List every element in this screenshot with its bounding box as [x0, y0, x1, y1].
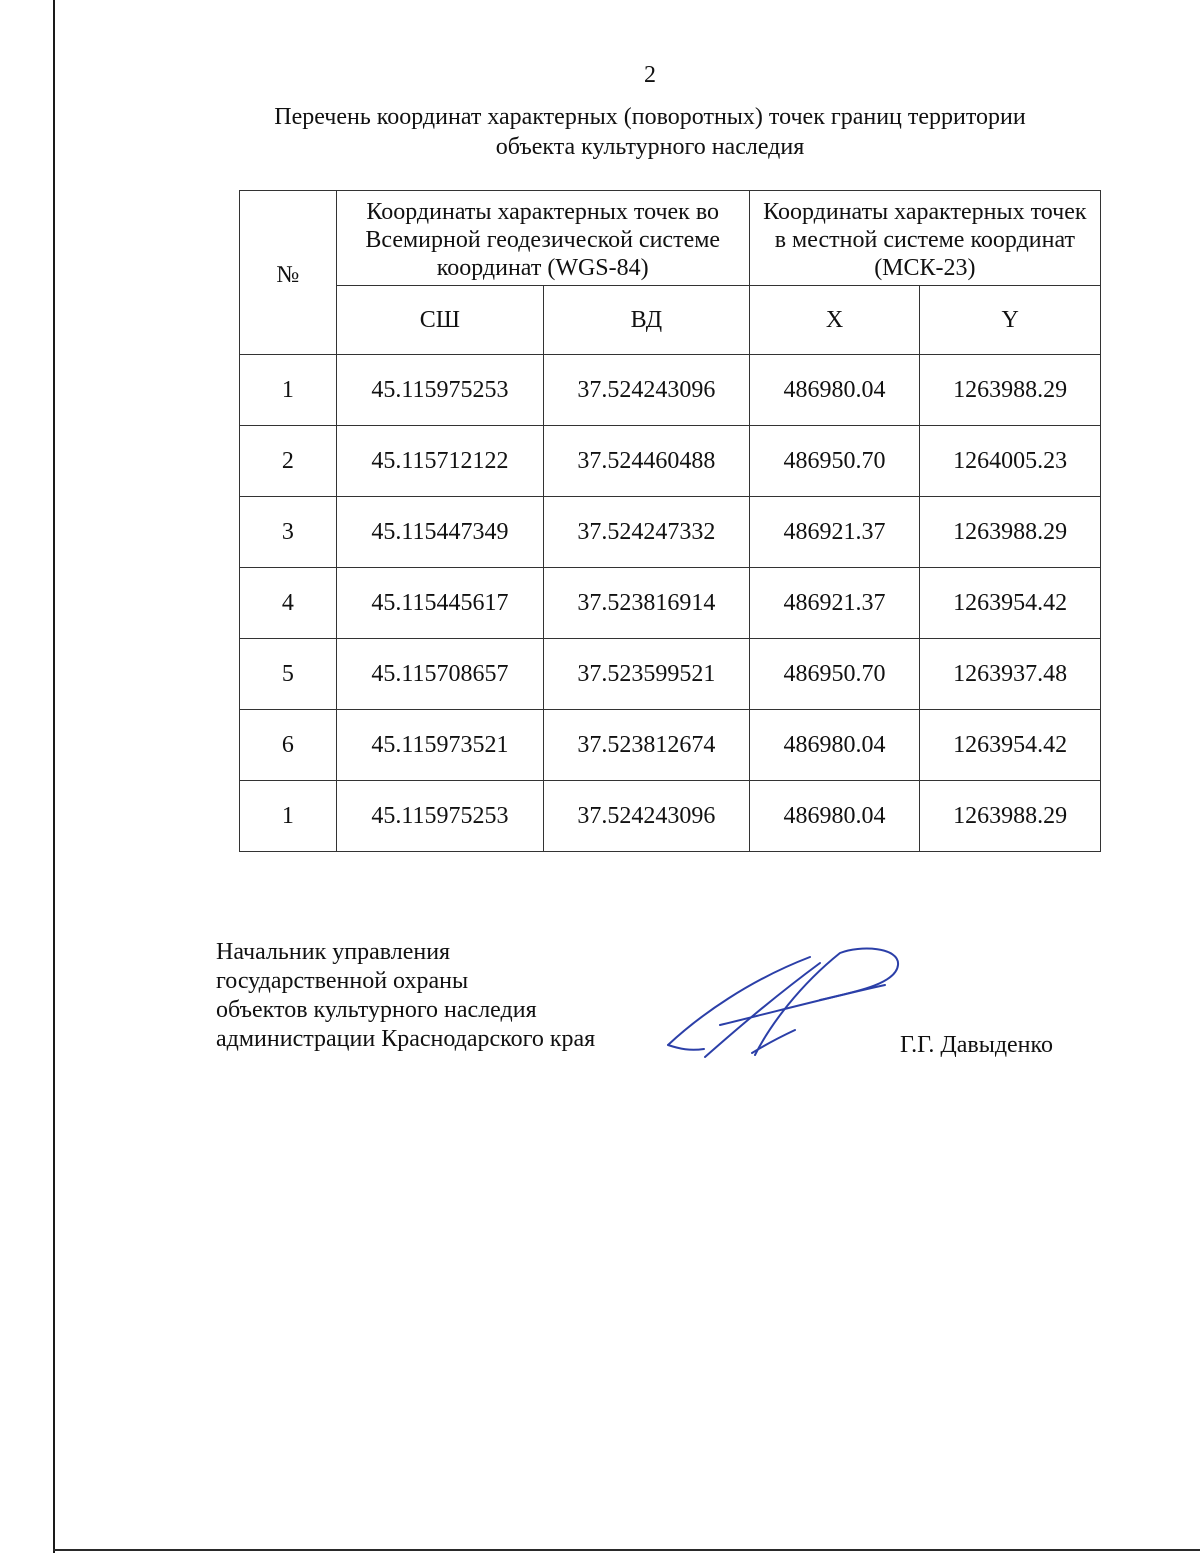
signatory-name: Г.Г. Давыденко [900, 1032, 1053, 1058]
subheader-longitude: ВД [544, 286, 750, 355]
scan-edge-bottom [53, 1549, 1200, 1551]
table-row [240, 710, 1101, 781]
table-row [240, 781, 1101, 852]
cell-number: 1 [240, 781, 337, 852]
cell-number: 6 [240, 710, 337, 781]
scan-edge-left [53, 0, 55, 1553]
header-msk23: Координаты характерных точек в местной системе координат (МСК-23) [749, 191, 1100, 286]
cell-x: 486921.37 [749, 568, 920, 639]
cell-y: 1263988.29 [920, 355, 1101, 426]
cell-number: 4 [240, 568, 337, 639]
coordinates-table [239, 190, 1101, 852]
cell-longitude: 37.523812674 [544, 710, 750, 781]
cell-latitude: 45.115712122 [336, 426, 543, 497]
cell-x: 486950.70 [749, 426, 920, 497]
header-wgs84: Координаты характерных точек во Всемирной геодезической системе координат (WGS-84) [336, 191, 749, 286]
cell-x: 486980.04 [749, 710, 920, 781]
cell-longitude: 37.524243096 [544, 355, 750, 426]
cell-y: 1263954.42 [920, 568, 1101, 639]
cell-longitude: 37.524460488 [544, 426, 750, 497]
table-row [240, 639, 1101, 710]
cell-latitude: 45.115708657 [336, 639, 543, 710]
document-title [200, 102, 1100, 162]
table-row [240, 426, 1101, 497]
cell-y: 1263988.29 [920, 497, 1101, 568]
cell-y: 1263937.48 [920, 639, 1101, 710]
table-row [240, 355, 1101, 426]
table-row [240, 497, 1101, 568]
cell-x: 486921.37 [749, 497, 920, 568]
signature-stroke [668, 1045, 704, 1050]
handwritten-signature [660, 945, 910, 1070]
signatory-position-line: государственной охраны [216, 968, 469, 994]
cell-y: 1264005.23 [920, 426, 1101, 497]
signature-stroke [668, 957, 810, 1045]
cell-latitude: 45.115447349 [336, 497, 543, 568]
cell-longitude: 37.524243096 [544, 781, 750, 852]
cell-y: 1263954.42 [920, 710, 1101, 781]
cell-x: 486950.70 [749, 639, 920, 710]
cell-number: 3 [240, 497, 337, 568]
cell-longitude: 37.524247332 [544, 497, 750, 568]
cell-x: 486980.04 [749, 355, 920, 426]
header-number: № [240, 191, 337, 355]
subheader-y: Y [920, 286, 1101, 355]
subheader-x: X [749, 286, 920, 355]
signatory-position-line: администрации Краснодарского края [216, 1026, 596, 1052]
page-number: 2 [644, 62, 656, 88]
cell-longitude: 37.523816914 [544, 568, 750, 639]
cell-latitude: 45.115973521 [336, 710, 543, 781]
cell-latitude: 45.115445617 [336, 568, 543, 639]
cell-number: 1 [240, 355, 337, 426]
cell-number: 5 [240, 639, 337, 710]
document-title-line: объекта культурного наследия [495, 134, 805, 160]
signatory-position-line: объектов культурного наследия [216, 997, 537, 1023]
cell-y: 1263988.29 [920, 781, 1101, 852]
signatory-position-line: Начальник управления [216, 939, 451, 965]
subheader-latitude: СШ [336, 286, 543, 355]
cell-x: 486980.04 [749, 781, 920, 852]
table-subheader-row [240, 286, 1101, 355]
signatory-position [216, 938, 595, 1054]
table-header-row [240, 191, 1101, 286]
cell-latitude: 45.115975253 [336, 355, 543, 426]
table-row [240, 568, 1101, 639]
document-title-line: Перечень координат характерных (поворотных) точек границ территории [274, 104, 1026, 130]
cell-number: 2 [240, 426, 337, 497]
cell-longitude: 37.523599521 [544, 639, 750, 710]
signature-stroke [752, 1030, 795, 1053]
signature-stroke [720, 985, 885, 1025]
cell-latitude: 45.115975253 [336, 781, 543, 852]
